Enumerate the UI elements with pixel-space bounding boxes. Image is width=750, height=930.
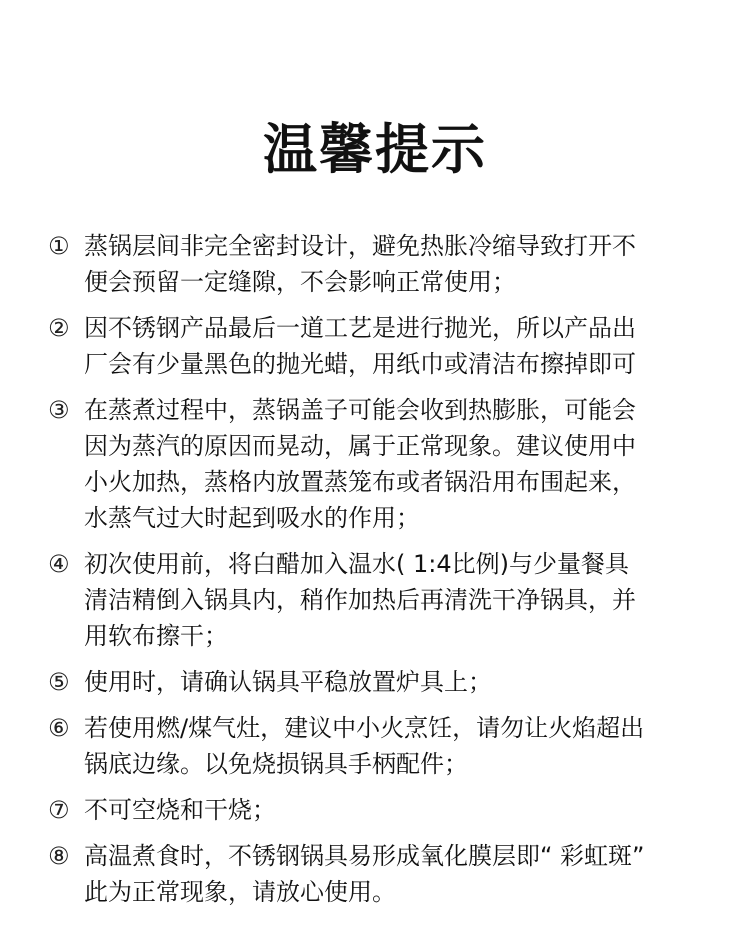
tip-text: 若使用燃/煤气灶，建议中小火烹饪，请勿让火焰超出 锅底边缘。以免烧损锅具手柄配件； [84, 714, 645, 778]
tip-item-6 [48, 710, 708, 782]
tip-number: ③ [48, 396, 70, 424]
tip-item-7 [48, 792, 708, 828]
tips-list [48, 228, 708, 920]
tip-number: ① [48, 232, 70, 260]
tip-item-5 [48, 664, 708, 700]
tip-item-1 [48, 228, 708, 300]
tip-item-8 [48, 838, 708, 910]
tip-number: ⑧ [48, 842, 70, 870]
tip-text: 使用时，请确认锅具平稳放置炉具上； [84, 668, 492, 696]
tip-number: ⑥ [48, 714, 70, 742]
tip-number: ④ [48, 550, 70, 578]
tip-text: 不可空烧和干烧； [84, 796, 276, 824]
tip-text: 高温煮食时，不锈钢锅具易形成氧化膜层即“ 彩虹斑” 此为正常现象，请放心使用。 [84, 842, 645, 906]
tip-item-4 [48, 546, 708, 654]
tip-number: ② [48, 314, 70, 342]
tip-text: 蒸锅层间非完全密封设计，避免热胀冷缩导致打开不 便会预留一定缝隙，不会影响正常使用； [84, 232, 636, 296]
tip-text: 初次使用前，将白醋加入温水( 1:4比例)与少量餐具 清洁精倒入锅具内，稍作加热后再清洗干净锅具，并 用软布擦干； [84, 550, 636, 650]
tip-item-3 [48, 392, 708, 536]
tip-text: 因不锈钢产品最后一道工艺是进行抛光，所以产品出 厂会有少量黑色的抛光蜡，用纸巾或清洁布擦掉即可 [84, 314, 636, 378]
tip-number: ⑦ [48, 796, 70, 824]
tip-item-2 [48, 310, 708, 382]
tip-number: ⑤ [48, 668, 70, 696]
page-title: 温馨提示 [263, 118, 487, 181]
tip-text: 在蒸煮过程中，蒸锅盖子可能会收到热膨胀，可能会 因为蒸汽的原因而晃动，属于正常现象。建议使用中 小火加热，蒸格内放置蒸笼布或者锅沿用布围起来， 水蒸气过大时起到吸水的作用； [84, 396, 636, 532]
